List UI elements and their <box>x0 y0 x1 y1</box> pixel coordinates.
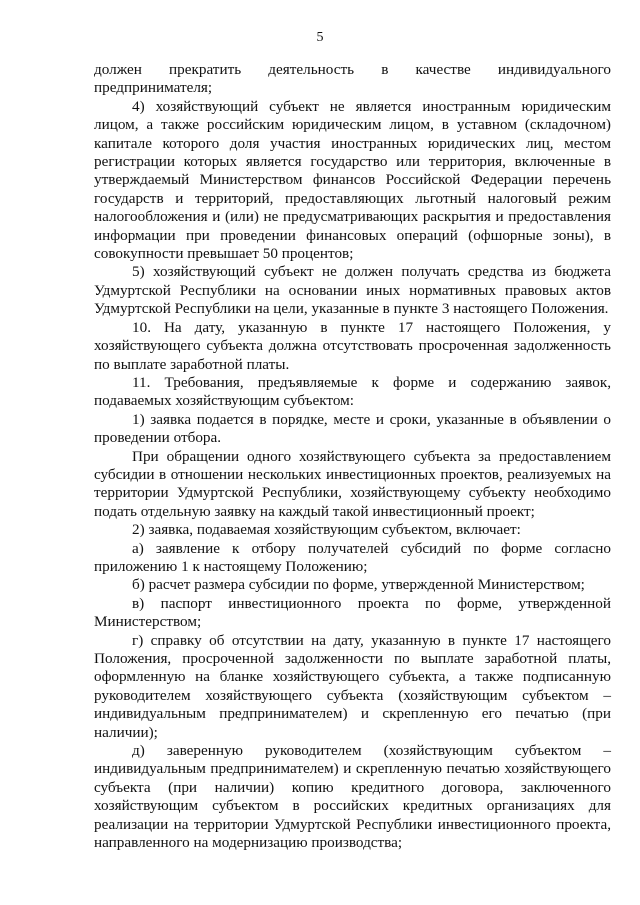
paragraph-clause-10: 10. На дату, указанную в пункте 17 настоящего Положения, у хозяйствующего субъекта должна отсутствовать просроченная задолженность по выплате заработной платы. <box>94 318 611 373</box>
paragraph-multiple-projects: При обращении одного хозяйствующего субъекта за предоставлением субсидии в отношении нескольких инвестиционных проектов, реализуемых на территории Удмуртской Республики, хозяйствующему субъекту необходимо подать отдельную заявку на каждый такой инвестиционный проект; <box>94 447 611 520</box>
paragraph-subitem-d: д) заверенную руководителем (хозяйствующим субъектом – индивидуальным предпринимателем) и скрепленную печатью хозяйствующего субъекта (при наличии) копию кредитного договора, заключенного хозяйствующим субъектом в российских кредитных организациях для реализации на территории Удмуртской Республики инвестиционного проекта, направленного на модернизацию производства; <box>94 742 611 852</box>
document-body <box>94 61 611 852</box>
paragraph-subitem-a: а) заявление к отбору получателей субсидий по форме согласно приложению 1 к настоящему Положению; <box>94 539 611 575</box>
paragraph-continuation: должен прекратить деятельность в качестве индивидуального предпринимателя; <box>94 61 611 97</box>
paragraph-item-1: 1) заявка подается в порядке, месте и сроки, указанные в объявлении о проведении отбора. <box>94 410 611 447</box>
paragraph-subitem-v: в) паспорт инвестиционного проекта по форме, утвержденной Министерством; <box>94 594 611 631</box>
paragraph-item-4: 4) хозяйствующий субъект не является иностранным юридическим лицом, а также российским юридическим лицом, в уставном (складочном) капитале которого доля участия иностранных юридических лиц, местом регистрации которых является государство или территория, включенные в утверждаемый Министерством финансов Российской Федерации перечень государств и территорий, предоставляющих льготный налоговый режим налогообложения и (или) не предусматривающих раскрытия и предоставления информации при проведении финансовых операций (офшорные зоны), в совокупности превышает 50 процентов; <box>94 97 611 263</box>
paragraph-subitem-g: г) справку об отсутствии на дату, указанную в пункте 17 настоящего Положения, просроченной задолженности по выплате заработной платы, оформленную на бланке хозяйствующего субъекта, а также подписанную руководителем хозяйствующего субъекта (хозяйствующим субъектом – индивидуальным предпринимателем) и скрепленную его печатью (при наличии); <box>94 631 611 741</box>
paragraph-item-5: 5) хозяйствующий субъект не должен получать средства из бюджета Удмуртской Республики на основании иных нормативных правовых актов Удмуртской Республики на цели, указанные в пункте 3 настоящего Положения. <box>94 263 611 318</box>
page-number: 5 <box>316 30 324 45</box>
paragraph-item-2: 2) заявка, подаваемая хозяйствующим субъектом, включает: <box>132 521 521 539</box>
paragraph-clause-11: 11. Требования, предъявляемые к форме и содержанию заявок, подаваемых хозяйствующим субъектом: <box>94 373 611 410</box>
paragraph-subitem-b: б) расчет размера субсидии по форме, утвержденной Министерством; <box>132 576 585 594</box>
